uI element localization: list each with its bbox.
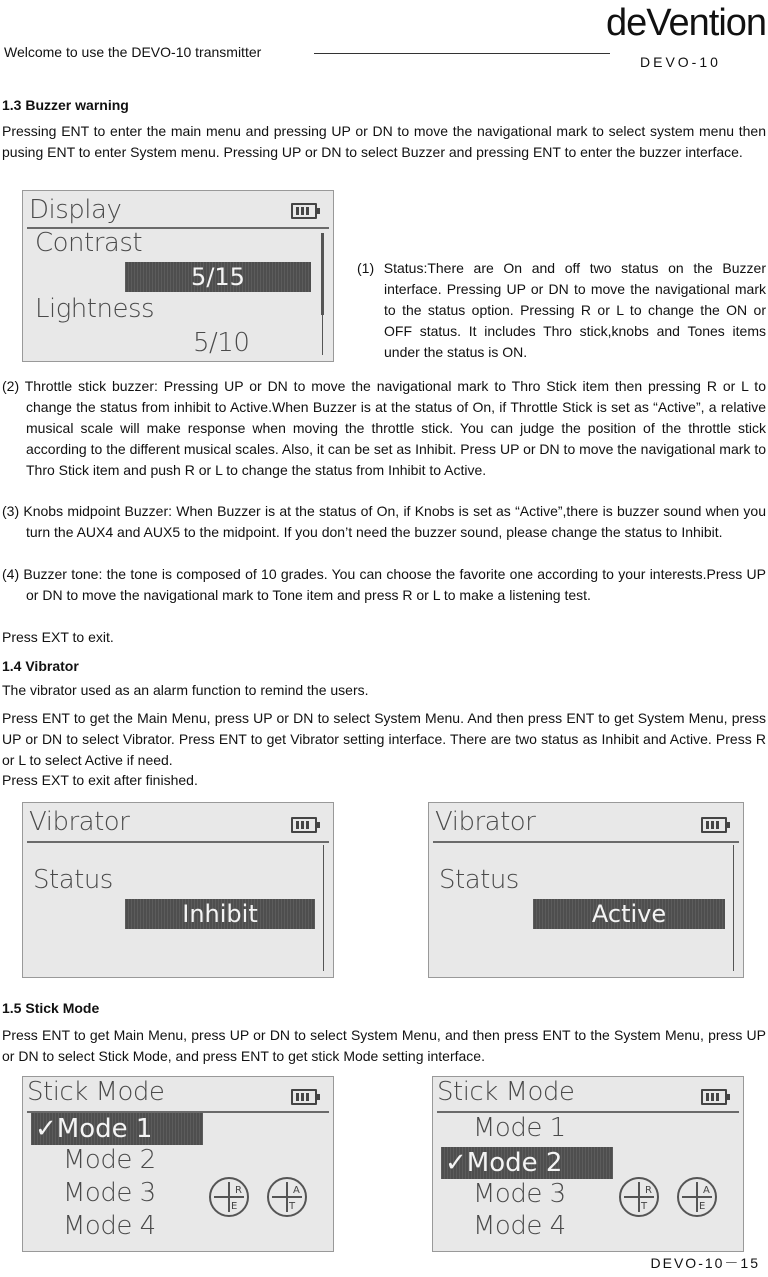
lcd-mode-item-selected: ✓Mode 1 [31, 1113, 203, 1145]
lcd-stick-mode-2 [432, 1076, 744, 1252]
lcd-value-lightness: 5/10 [193, 328, 250, 358]
left-stick-icon: R E [209, 1177, 249, 1217]
buzzer-tone-para: (4) Buzzer tone: the tone is composed of 10 grades. You can choose the favorite one according to your interests.Press UP or DN to move the navigational mark to Tone item and press R or L to make a listening test. [2, 566, 766, 603]
lcd-value-contrast: 5/15 [125, 262, 311, 292]
brand-logo [604, 0, 768, 80]
battery-icon [701, 817, 727, 833]
vibrator-desc: Press ENT to get the Main Menu, press UP or DN to select System Menu. And then press ENT to get System Menu, press UP or DN to select Vibrator. Press ENT to get Vibrator setting interface. There are two status as Inhibit and Active. Press R or L to select Active if need. [2, 710, 766, 768]
logo-model: DEVO-10 [640, 54, 721, 70]
lcd-mode-item: Mode 4 [63, 1211, 156, 1241]
lcd-title: Display [29, 195, 122, 225]
lcd-item-status: Status [439, 865, 519, 895]
battery-icon [291, 1089, 317, 1105]
section-heading-vibrator: 1.4 Vibrator [2, 658, 79, 674]
lcd-scrolltrack [323, 845, 324, 971]
section-heading-stick-mode: 1.5 Stick Mode [2, 1000, 100, 1016]
lcd-mode-item-selected: ✓Mode 2 [441, 1147, 613, 1179]
right-stick-icon: A E [677, 1177, 717, 1217]
lcd-scrolltrack [322, 315, 323, 355]
battery-icon [291, 203, 317, 219]
lcd-vibrator-inhibit [22, 802, 334, 978]
lcd-item-status: Status [33, 865, 113, 895]
lcd-title: Stick Mode [27, 1077, 165, 1107]
stick-mode-desc: Press ENT to get Main Menu, press UP or DN to select System Menu, and then press ENT to the System Menu, press UP or DN to select Stick Mode, and press ENT to get stick Mode setting interface. [2, 1027, 766, 1064]
battery-icon [291, 817, 317, 833]
logo-wordmark: deVention [606, 2, 767, 44]
lcd-value-status: Inhibit [125, 899, 315, 929]
lcd-display-screen [22, 190, 334, 362]
lcd-scrollbar [321, 233, 324, 315]
lcd-title-divider [433, 841, 739, 843]
lcd-title: Vibrator [29, 807, 130, 837]
vibrator-exit: Press EXT to exit after finished. [2, 772, 198, 788]
lcd-mode-item: Mode 3 [473, 1179, 566, 1209]
lcd-mode-item: Mode 3 [63, 1178, 156, 1208]
buzzer-intro: Pressing ENT to enter the main menu and pressing UP or DN to move the navigational mark to select system menu then pusing ENT to enter System menu. Pressing UP or DN to select Buzzer and pressing ENT to enter the buzzer interface. [2, 123, 766, 160]
buzzer-knobs-para: (3) Knobs midpoint Buzzer: When Buzzer is at the status of On, if Knobs is set as “Active”,there is buzzer sound when you turn the AUX4 and AUX5 to the midpoint. If you don’t need the buzzer sound, please change the status to Inhibit. [2, 503, 766, 540]
section-heading-buzzer: 1.3 Buzzer warning [2, 97, 129, 113]
lcd-item-lightness: Lightness [35, 294, 155, 324]
lcd-title: Stick Mode [437, 1077, 575, 1107]
left-stick-icon: R T [619, 1177, 659, 1217]
lcd-mode-item: Mode 4 [473, 1211, 566, 1241]
lcd-title: Vibrator [435, 807, 536, 837]
page-footer: DEVO-10－15 [650, 1255, 760, 1271]
battery-icon [701, 1089, 727, 1105]
lcd-stick-mode-1 [22, 1076, 334, 1252]
buzzer-status-para: (1) Status:There are On and off two status on the Buzzer interface. Pressing UP or DN to move the navigational mark to the status option. Pressing R or L to change the ON or OFF status. It includes Thro stick,knobs and Tones items under the status is ON. [357, 260, 766, 360]
header-rule [314, 53, 610, 54]
lcd-value-status: Active [533, 899, 725, 929]
buzzer-exit: Press EXT to exit. [2, 629, 114, 645]
vibrator-intro: The vibrator used as an alarm function to remind the users. [2, 682, 369, 698]
lcd-mode-item: Mode 1 [473, 1113, 566, 1143]
right-stick-icon: A T [267, 1177, 307, 1217]
lcd-title-divider [27, 841, 329, 843]
lcd-mode-item: Mode 2 [63, 1145, 156, 1175]
buzzer-throttle-para: (2) Throttle stick buzzer: Pressing UP or DN to move the navigational mark to Thro Stick item then pressing R or L to change the status from inhibit to Active.When Buzzer is at the status of On, if Throttle Stick is set as “Active”, a relative musical scale will make response when moving the throttle stick. You can judge the position of the throttle stick according to the different musical scales. Also, it can be set as Inhibit. Press UP or DN to move the navigational mark to Thro Stick item and push R or L to change the status from Inhibit to Active. [2, 378, 766, 478]
lcd-vibrator-active [428, 802, 744, 978]
lcd-scrolltrack [733, 845, 734, 971]
header-welcome: Welcome to use the DEVO-10 transmitter [4, 44, 262, 60]
lcd-item-contrast: Contrast [35, 228, 143, 258]
